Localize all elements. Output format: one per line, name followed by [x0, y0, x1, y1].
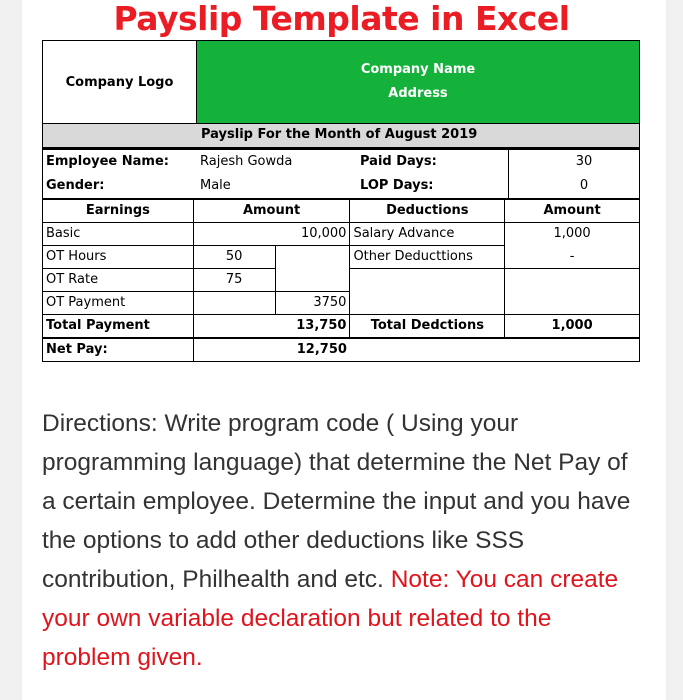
lop-days-label: LOP Days:: [357, 174, 509, 198]
table-row: [43, 269, 640, 292]
deduction-amount-cell: 1,000: [505, 223, 640, 246]
net-spacer-3: [505, 338, 640, 362]
total-deductions-label: Total Dedctions: [350, 315, 505, 339]
directions-body: Directions: Write program code ( Using your programming language) that determine the Net Pay of a certain employee. Determine the input and you have the options to add other deductions like SSS contribution, Philhealth and etc.: [42, 410, 631, 593]
employee-name-value: Rajesh Gowda: [200, 154, 293, 169]
earning-cell: OT Rate: [43, 269, 194, 292]
company-address: Address: [388, 86, 448, 101]
deduction-amount-cell: [505, 292, 640, 315]
company-info: [197, 41, 639, 123]
deduction-amount-header: Amount: [505, 200, 640, 223]
deduction-cell: Salary Advance: [350, 223, 505, 246]
payslip-header: [42, 40, 640, 124]
qty-cell: [193, 223, 275, 246]
earning-cell: Basic: [43, 223, 194, 246]
payslip-sheet: [42, 40, 640, 362]
net-pay-label: Net Pay:: [43, 338, 194, 362]
deduction-cell: [350, 292, 505, 315]
deduction-cell: Other Deducttions: [350, 246, 505, 269]
amount-cell: [275, 269, 350, 292]
net-pay-row: [43, 338, 640, 362]
gender-label: Gender:: [46, 178, 105, 193]
total-spacer: [193, 315, 275, 339]
employee-name-label: Employee Name:: [46, 154, 169, 169]
directions-text: [42, 404, 642, 677]
deductions-header: Deductions: [350, 200, 505, 223]
earning-cell: OT Hours: [43, 246, 194, 269]
payslip-month: Payslip For the Month of August 2019: [42, 124, 640, 148]
total-payment-value: 13,750: [275, 315, 350, 339]
deduction-amount-cell: [505, 269, 640, 292]
employee-info: [42, 148, 640, 199]
table-row: [43, 292, 640, 315]
company-logo: Company Logo: [43, 41, 197, 123]
total-payment-label: Total Payment: [43, 315, 194, 339]
total-deductions-value: 1,000: [505, 315, 640, 339]
qty-cell: [193, 292, 275, 315]
paid-days-value: 30: [575, 154, 593, 169]
table-header-row: [43, 200, 640, 223]
company-name: Company Name: [360, 62, 476, 77]
deduction-cell: [350, 269, 505, 292]
table-row: [43, 223, 640, 246]
total-row: [43, 315, 640, 339]
amount-header: Amount: [193, 200, 350, 223]
net-spacer: [193, 338, 275, 362]
gender-value: Male: [200, 178, 231, 193]
amount-cell: 10,000: [275, 223, 350, 246]
net-pay-value: 12,750: [275, 338, 350, 362]
lop-days-value: 0: [579, 178, 589, 193]
earnings-table: [42, 199, 640, 362]
earning-cell: OT Payment: [43, 292, 194, 315]
page-title: Payslip Template in Excel: [113, 0, 570, 38]
amount-cell: [275, 246, 350, 269]
info-row-1: [43, 150, 639, 174]
qty-cell: 75: [193, 269, 275, 292]
qty-cell: 50: [193, 246, 275, 269]
net-spacer-2: [350, 338, 505, 362]
directions-note: Note: You can create your own variable declaration but related to the problem given.: [42, 566, 619, 671]
paid-days-label: Paid Days:: [357, 150, 509, 174]
info-row-2: [43, 174, 639, 198]
table-row: [43, 246, 640, 269]
earnings-header: Earnings: [43, 200, 194, 223]
amount-cell: 3750: [275, 292, 350, 315]
deduction-amount-cell: -: [505, 246, 640, 269]
